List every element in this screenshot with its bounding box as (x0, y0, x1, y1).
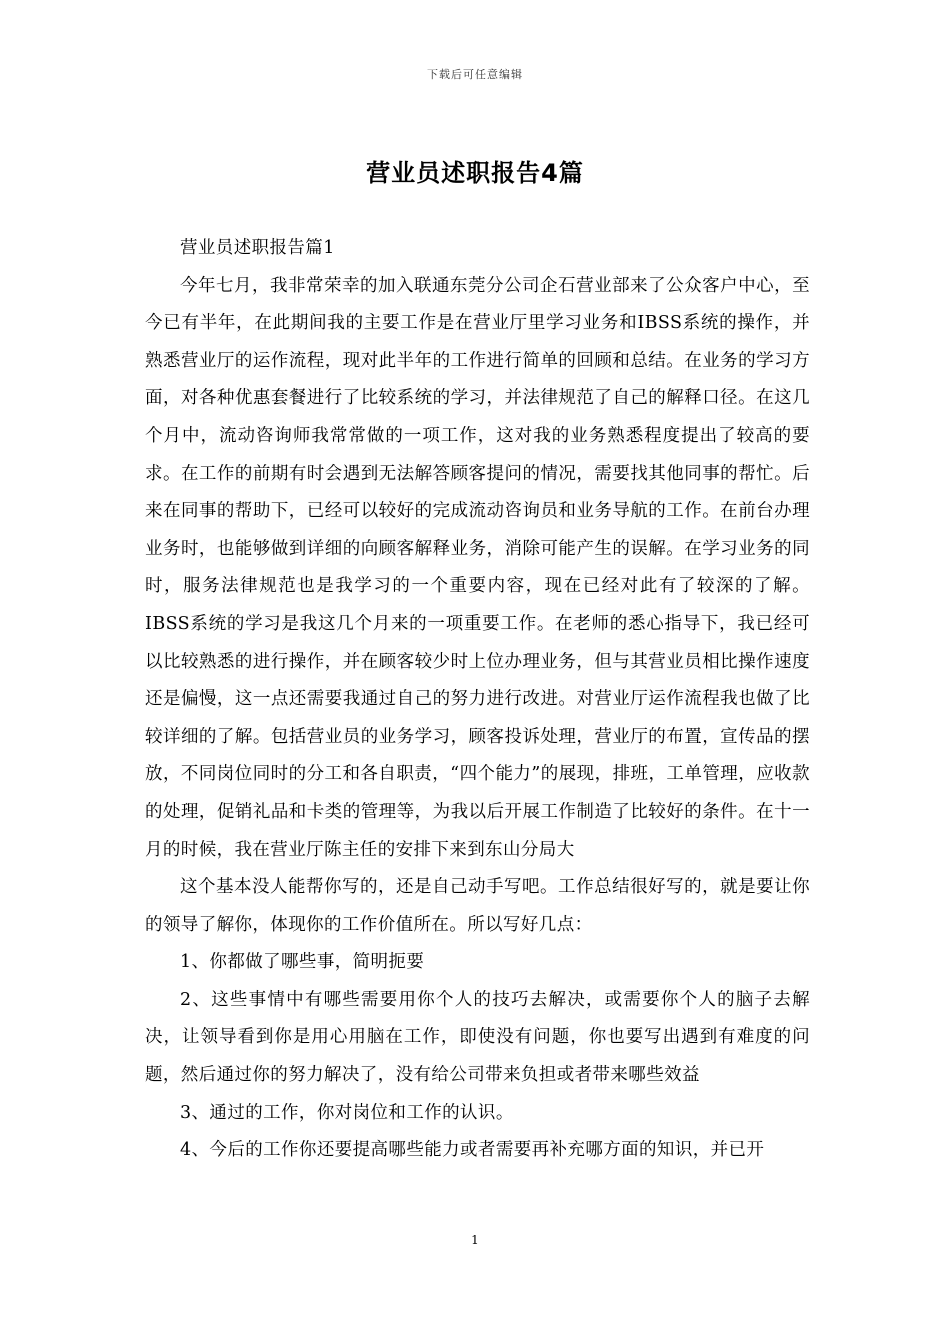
list-item: 4、今后的工作你还要提高哪些能力或者需要再补充哪方面的知识，并已开 (180, 1140, 765, 1161)
body-paragraph: 这个基本没人能帮你写的，还是自己动手写吧。工作总结很好写的，就是要让你的领导了解你，体现你的工作价值所在。所以写好几点： (145, 877, 810, 935)
document-body (145, 230, 810, 1170)
list-item: 2、这些事情中有哪些需要用你个人的技巧去解决，或需要你个人的脑子去解决，让领导看到你是用心用脑在工作，即使没有问题，你也要写出遇到有难度的问题，然后通过你的努力解决了，没有给公司带来负担或者带来哪些效益 (145, 989, 810, 1086)
header-note: 下载后可任意编辑 (427, 68, 523, 81)
list-item: 3、通过的工作，你对岗位和工作的认识。 (180, 1102, 514, 1123)
page-number: 1 (471, 1233, 479, 1247)
list-item: 1、你都做了哪些事，简明扼要 (180, 952, 425, 973)
body-paragraph: 今年七月，我非常荣幸的加入联通东莞分公司企石营业部来了公众客户中心，至今已有半年，在此期间我的主要工作是在营业厅里学习业务和IBSS系统的操作，并熟悉营业厅的运作流程，现对此半年的工作进行简单的回顾和总结。在业务的学习方面，对各种优惠套餐进行了比较系统的学习，并法律规范了自己的解释口径。在这几个月中，流动咨询师我常常做的一项工作，这对我的业务熟悉程度提出了较高的要求。在工作的前期有时会遇到无法解答顾客提问的情况，需要找其他同事的帮忙。后来在同事的帮助下，已经可以较好的完成流动咨询员和业务导航的工作。在前台办理业务时，也能够做到详细的向顾客解释业务，消除可能产生的误解。在学习业务的同时，服务法律规范也是我学习的一个重要内容，现在已经对此有了较深的了解。IBSS系统的学习是我这几个月来的一项重要工作。在老师的悉心指导下，我已经可以比较熟悉的进行操作，并在顾客较少时上位办理业务，但与其营业员相比操作速度还是偏慢，这一点还需要我通过自己的努力进行改进。对营业厅运作流程我也做了比较详细的了解。包括营业员的业务学习，顾客投诉处理，营业厅的布置，宣传品的摆放，不同岗位同时的分工和各自职责，“四个能力”的展现，排班，工单管理，应收款的处理，促销礼品和卡类的管理等，为我以后开展工作制造了比较好的条件。在十一月的时候，我在营业厅陈主任的安排下来到东山分局大 (145, 275, 810, 860)
section-heading: 营业员述职报告篇1 (180, 238, 335, 258)
document-title: 营业员述职报告4篇 (366, 159, 584, 187)
